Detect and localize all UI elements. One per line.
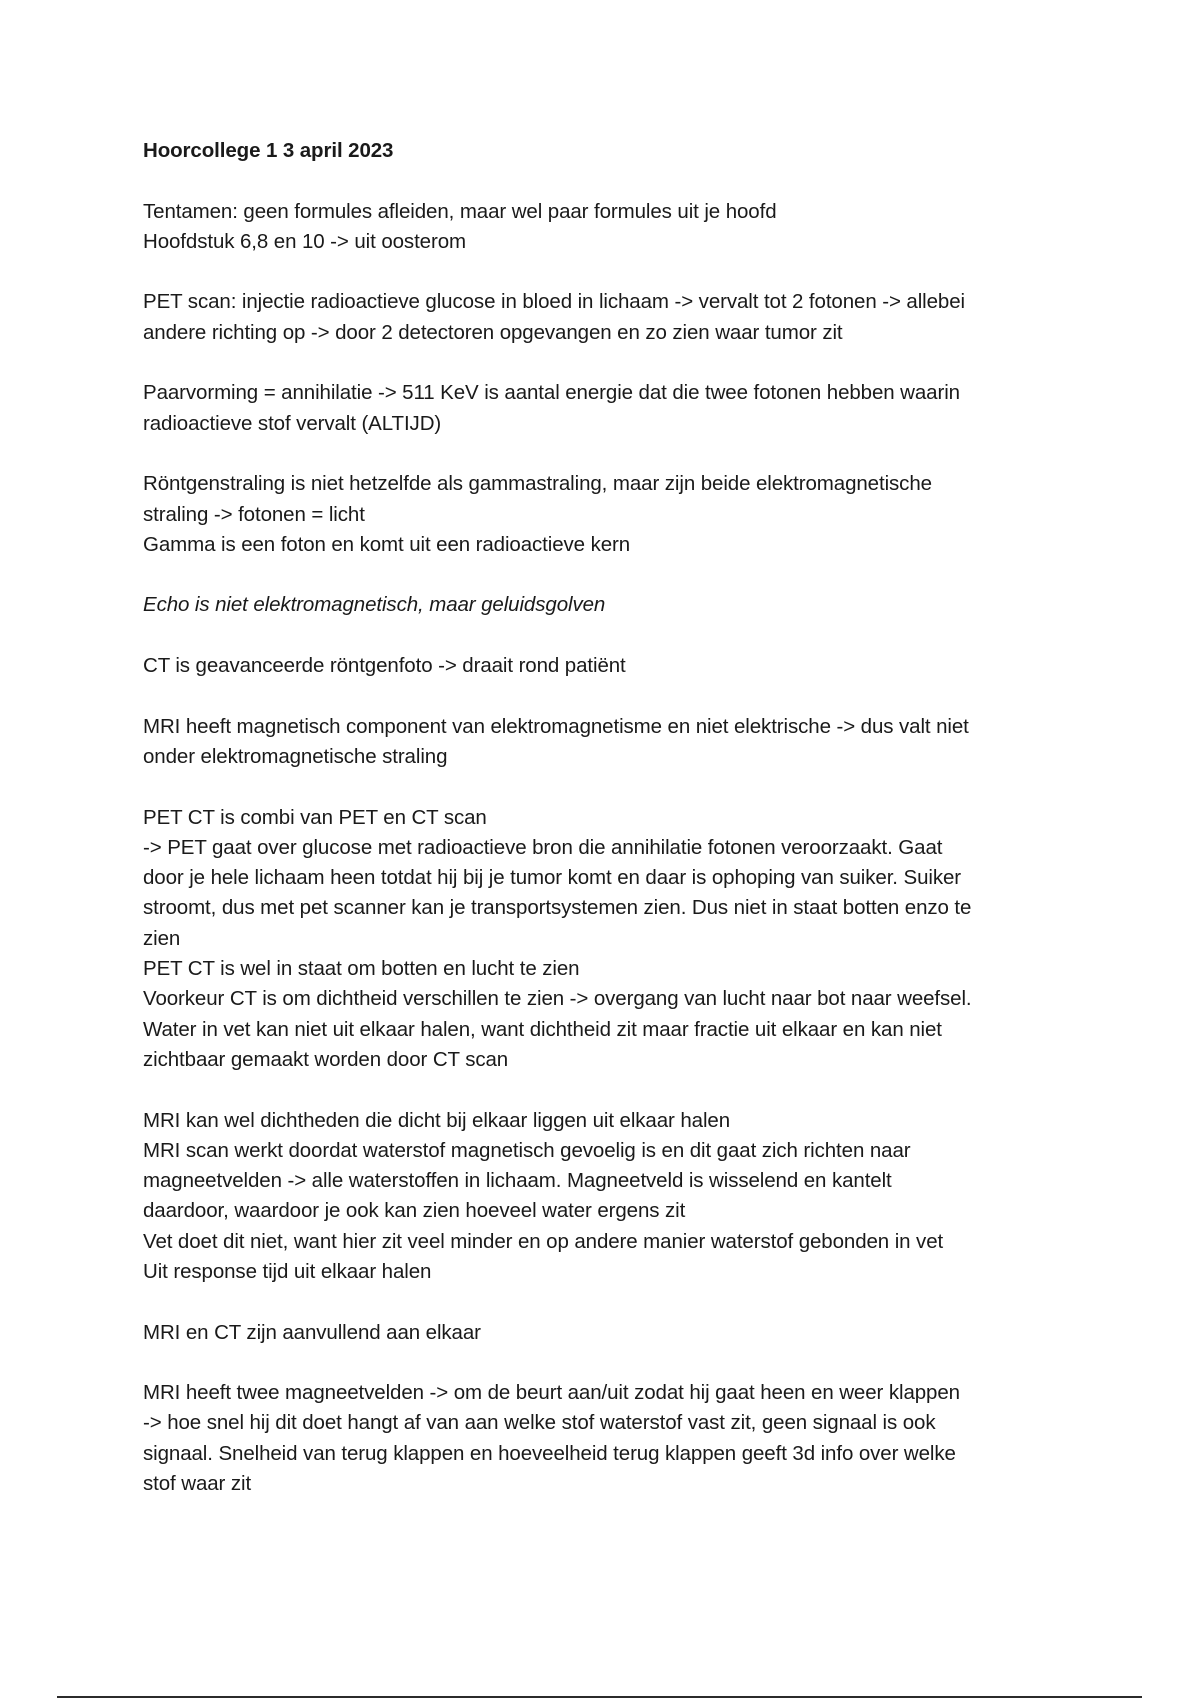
text-line: signaal. Snelheid van terug klappen en hoeveelheid terug klappen geeft 3d info over welke (143, 1441, 956, 1465)
paragraph (143, 1318, 1083, 1348)
text-line: stof waar zit (143, 1472, 252, 1496)
document-body (143, 166, 1083, 1499)
text-line: Water in vet kan niet uit elkaar halen, want dichtheid zit maar fractie uit elkaar en kan niet (143, 1017, 942, 1041)
page-title: Hoorcollege 1 3 april 2023 (143, 139, 394, 162)
text-line: Röntgenstraling is niet hetzelfde als gammastraling, maar zijn beide elektromagnetische (143, 472, 932, 496)
paragraph-spacer (143, 166, 1083, 196)
text-line: MRI scan werkt doordat waterstof magnetisch gevoelig is en dit gaat zich richten naar (143, 1138, 911, 1162)
paragraph (143, 287, 1083, 348)
text-line: Hoofdstuk 6,8 en 10 -> uit oosterom (143, 229, 466, 253)
text-line: zien (143, 926, 181, 950)
text-line: onder elektromagnetische straling (143, 744, 448, 768)
text-line: andere richting op -> door 2 detectoren opgevangen en zo zien waar tumor zit (143, 320, 843, 344)
text-line: Echo is niet elektromagnetisch, maar geluidsgolven (143, 593, 606, 617)
paragraph-spacer (143, 681, 1083, 711)
paragraph (143, 1106, 1083, 1288)
document-page (143, 136, 1083, 1499)
text-line: MRI en CT zijn aanvullend aan elkaar (143, 1320, 481, 1344)
paragraph-spacer (143, 439, 1083, 469)
text-line: PET CT is wel in staat om botten en lucht te zien (143, 957, 580, 981)
text-line: straling -> fotonen = licht (143, 502, 365, 526)
paragraph (143, 803, 1083, 1076)
text-line: PET scan: injectie radioactieve glucose in bloed in lichaam -> vervalt tot 2 fotonen -> allebei (143, 290, 965, 314)
text-line: Paarvorming = annihilatie -> 511 KeV is aantal energie dat die twee fotonen hebben waarin (143, 381, 960, 405)
text-line: MRI kan wel dichtheden die dicht bij elkaar liggen uit elkaar halen (143, 1108, 731, 1132)
paragraph-spacer (143, 772, 1083, 802)
text-line: Tentamen: geen formules afleiden, maar wel paar formules uit je hoofd (143, 199, 777, 223)
text-line: Voorkeur CT is om dichtheid verschillen te zien -> overgang van lucht naar bot naar weefsel. (143, 987, 972, 1011)
text-line: zichtbaar gemaakt worden door CT scan (143, 1047, 509, 1071)
paragraph (143, 590, 1083, 620)
paragraph-spacer (143, 257, 1083, 287)
text-line: MRI heeft magnetisch component van elektromagnetisme en niet elektrische -> dus valt niet (143, 714, 969, 738)
paragraph (143, 1378, 1083, 1499)
paragraph-spacer (143, 621, 1083, 651)
paragraph (143, 651, 1083, 681)
paragraph-spacer (143, 1348, 1083, 1378)
text-line: PET CT is combi van PET en CT scan (143, 805, 487, 829)
text-line: -> PET gaat over glucose met radioactieve bron die annihilatie fotonen veroorzaakt. Gaat (143, 835, 943, 859)
text-line: Gamma is een foton en komt uit een radioactieve kern (143, 532, 631, 556)
text-line: door je hele lichaam heen totdat hij bij je tumor komt en daar is ophoping van suiker. Suiker (143, 866, 962, 890)
text-line: Uit response tijd uit elkaar halen (143, 1259, 432, 1283)
page-bottom-divider (57, 1696, 1142, 1698)
text-line: magneetvelden -> alle waterstoffen in lichaam. Magneetveld is wisselend en kantelt (143, 1169, 892, 1193)
paragraph (143, 469, 1083, 560)
text-line: MRI heeft twee magneetvelden -> om de beurt aan/uit zodat hij gaat heen en weer klappen (143, 1381, 960, 1405)
text-line: CT is geavanceerde röntgenfoto -> draait rond patiënt (143, 654, 626, 678)
paragraph-spacer (143, 1287, 1083, 1317)
text-line: Vet doet dit niet, want hier zit veel minder en op andere manier waterstof gebonden in vet (143, 1229, 944, 1253)
paragraph-spacer (143, 348, 1083, 378)
paragraph (143, 378, 1083, 439)
paragraph-spacer (143, 560, 1083, 590)
text-line: stroomt, dus met pet scanner kan je transportsystemen zien. Dus niet in staat botten enzo te (143, 896, 972, 920)
text-line: -> hoe snel hij dit doet hangt af van aan welke stof waterstof vast zit, geen signaal is ook (143, 1411, 936, 1435)
paragraph-spacer (143, 1075, 1083, 1105)
paragraph (143, 712, 1083, 773)
paragraph (143, 197, 1083, 258)
text-line: daardoor, waardoor je ook kan zien hoeveel water ergens zit (143, 1199, 686, 1223)
text-line: radioactieve stof vervalt (ALTIJD) (143, 411, 442, 435)
